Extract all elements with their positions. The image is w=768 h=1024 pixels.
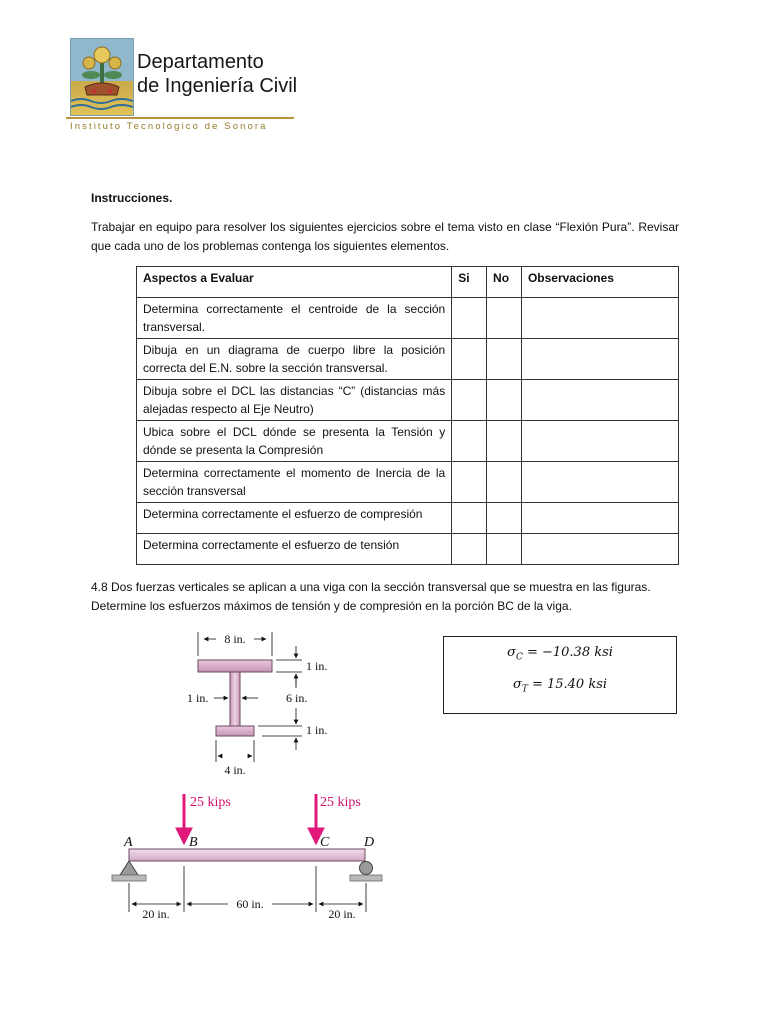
aspect-cell: Ubica sobre el DCL dónde se presenta la Tensión y dónde se presenta la Compresión [137,421,452,462]
beam-diagram [112,794,382,921]
point-label-A: A [124,835,133,850]
sigma-subscript: C [515,652,523,663]
problem-statement: 4.8 Dos fuerzas verticales se aplican a una viga con la sección transversal que se muestra en las figuras. Determine los esfuerzos máximos de tensión y de compresión en la porción BC de la viga. [91,580,651,613]
aspect-cell: Determina correctamente el centroide de la sección transversal. [137,298,452,339]
dim-bottom-flange-width: 4 in. [224,763,246,777]
department-line-2: de Ingeniería Civil [137,75,298,97]
instructions-heading: Instrucciones. [91,191,173,205]
bottom-flange [216,726,254,736]
department-line-1: Departamento [137,51,264,73]
header-observations: Observaciones [521,267,678,298]
dim-flange-width: 8 in. [224,632,246,646]
cross-section-diagram [187,632,327,777]
top-flange [198,660,272,672]
aspect-cell: Dibuja en un diagrama de cuerpo libre la posición correcta del E.N. sobre la sección transversal. [137,339,452,380]
sigma-subscript: T [521,684,528,695]
pin-support-icon [112,861,146,881]
point-label-D: D [364,835,375,850]
point-label-C: C [320,835,330,850]
instructions-text: Trabajar en equipo para resolver los siguientes ejercicios sobre el tema visto en clase “Flexión Pura”. Revisar que cada uno de los problemas contenga los siguientes elementos. [91,220,679,253]
stress-value: = 15.40 ksi [527,677,608,692]
load-label-B: 25 kips [190,795,231,810]
aspect-cell: Determina correctamente el esfuerzo de tensión [137,534,452,565]
header-no: No [487,267,522,298]
dim-bottom-flange-thickness: 1 in. [306,723,328,737]
dim-top-flange-thickness: 1 in. [306,659,328,673]
roller-support-icon [350,862,382,882]
aspect-cell: Determina correctamente el momento de Inercia de la sección transversal [137,462,452,503]
dim-web-height: 6 in. [286,691,308,705]
header-aspects: Aspectos a Evaluar [137,267,452,298]
sigma-symbol: σ [507,645,516,660]
header-si: Si [452,267,487,298]
dim-BC: 60 in. [236,897,264,911]
stress-value: = −10.38 ksi [522,645,613,660]
institute-name: Instituto Tecnológico de Sonora [70,121,268,132]
sigma-symbol: σ [512,677,522,692]
point-label-B: B [189,835,198,850]
dim-web-thickness: 1 in. [187,691,209,705]
beam [129,849,365,861]
aspect-cell: Dibuja sobre el DCL las distancias “C” (distancias más alejadas respecto al Eje Neutro) [137,380,452,421]
aspect-cell: Determina correctamente el esfuerzo de compresión [137,503,452,534]
web [230,672,240,726]
dim-CD: 20 in. [328,907,356,921]
dim-AB: 20 in. [142,907,170,921]
load-label-C: 25 kips [320,795,361,810]
